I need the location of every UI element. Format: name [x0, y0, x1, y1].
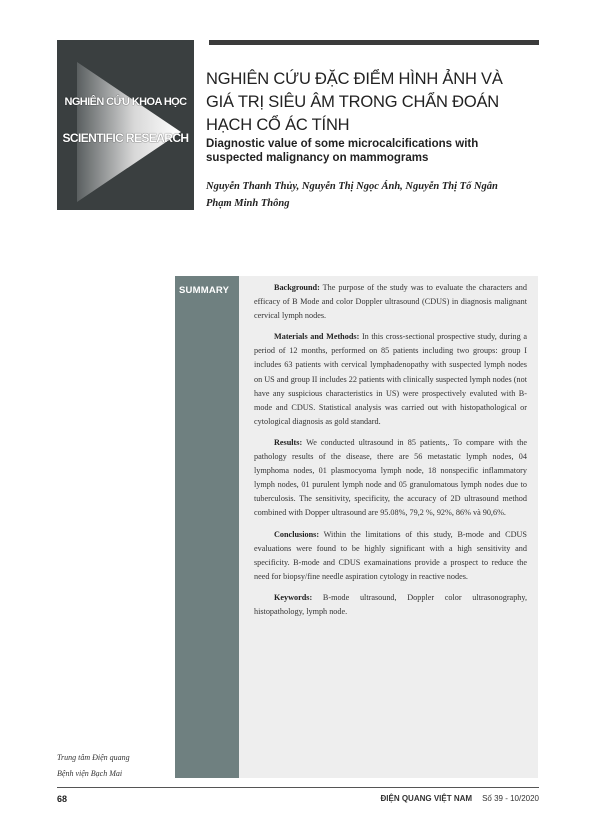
title-vietnamese: NGHIÊN CỨU ĐẶC ĐIỂM HÌNH ẢNH VÀ GIÁ TRỊ SIÊU ÂM TRONG CHẨN ĐOÁN HẠCH CỔ ÁC TÍNH — [206, 70, 503, 134]
results-heading: Results: — [274, 437, 303, 447]
journal-footer — [381, 794, 540, 803]
methods-heading: Materials and Methods: — [274, 332, 360, 342]
title-english: Diagnostic value of some microcalcifications with suspected malignancy on mammograms — [206, 138, 479, 164]
summary-keywords — [254, 591, 527, 619]
authors-line-2: Phạm Minh Thông — [206, 198, 290, 209]
affiliation-footnote — [57, 750, 130, 782]
summary-label: SUMMARY — [179, 285, 230, 296]
affiliation-line-1: Trung tâm Điện quang — [57, 753, 130, 762]
conclusions-text: Within the limitations of this study, B-mode and CDUS evaluations were found to be highly significant with a high sensitivity and specificity. B-mode and CDUS examainations provide a prospect to reduce the need for biopsy/fine needle aspiration cytology in reactive nodes. — [254, 529, 527, 581]
background-text: The purpose of the study was to evaluate the characters and efficacy of B Mode and color Doppler ultrasound (CDUS) in diagnosis malignant cervical lymph nodes. — [254, 283, 527, 321]
affiliation-line-2: Bệnh viện Bạch Mai — [57, 769, 123, 778]
methods-text: In this cross-sectional prospective study, during a period of 12 months, performed on 85 patients including two groups: group I includes 63 patients with cervical lymphadenopathy with suspected lymph nodes on US and group II includes 22 patients with clinically suspected lymph nodes (not have any suspicious characteristics in US) were prospectively evaluted with B-mode and CDUS. Statistical analysis was carried out with histopathological or cytological diagnosis as gold standard. — [254, 332, 527, 426]
keywords-text: B-mode ultrasound, Doppler color ultrasonography, histopathology, lymph node. — [254, 592, 527, 616]
authors-line-1: Nguyễn Thanh Thủy, Nguyễn Thị Ngọc Ánh, Nguyễn Thị Tố Ngân — [206, 181, 498, 192]
summary-results — [254, 436, 527, 521]
journal-name: ĐIỆN QUANG VIỆT NAM — [380, 794, 473, 803]
footer-rule — [57, 787, 539, 788]
logo-text-en: SCIENTIFIC RESEARCH — [62, 131, 189, 145]
summary-background — [254, 281, 527, 323]
section-logo — [57, 40, 194, 210]
keywords-heading: Keywords: — [274, 592, 313, 602]
conclusions-heading: Conclusions: — [274, 529, 320, 539]
summary-body — [254, 281, 527, 626]
summary-conclusions — [254, 528, 527, 584]
background-heading: Background: — [274, 283, 320, 292]
top-rule — [209, 40, 539, 45]
authors — [206, 178, 546, 212]
summary-label-column — [175, 276, 239, 778]
logo-text-vi: NGHIÊN CỨU KHOA HỌC — [64, 96, 187, 108]
results-text: We conducted ultrasound in 85 patients,. To compare with the pathology results of the disease, there are 56 metastatic lymph nodes, 04 lymphoma nodes, 01 plasmocyoma lymph node, 18 nonspecific inflammatory lymph nodes, 01 purulent lymph node and 05 granulomatous lymph nodes due to tuberculosis. The sensitivity, specificity, the accuracy of 2D ultrasound method combined with Dopper ultrasound are 95.08%, 79,2 %, 92%, 86% và 90,6%. — [254, 437, 527, 518]
journal-issue: Số 39 - 10/2020 — [482, 794, 539, 803]
arrow-graphic — [57, 40, 194, 210]
page-number: 68 — [57, 794, 68, 804]
summary-methods — [254, 330, 527, 429]
